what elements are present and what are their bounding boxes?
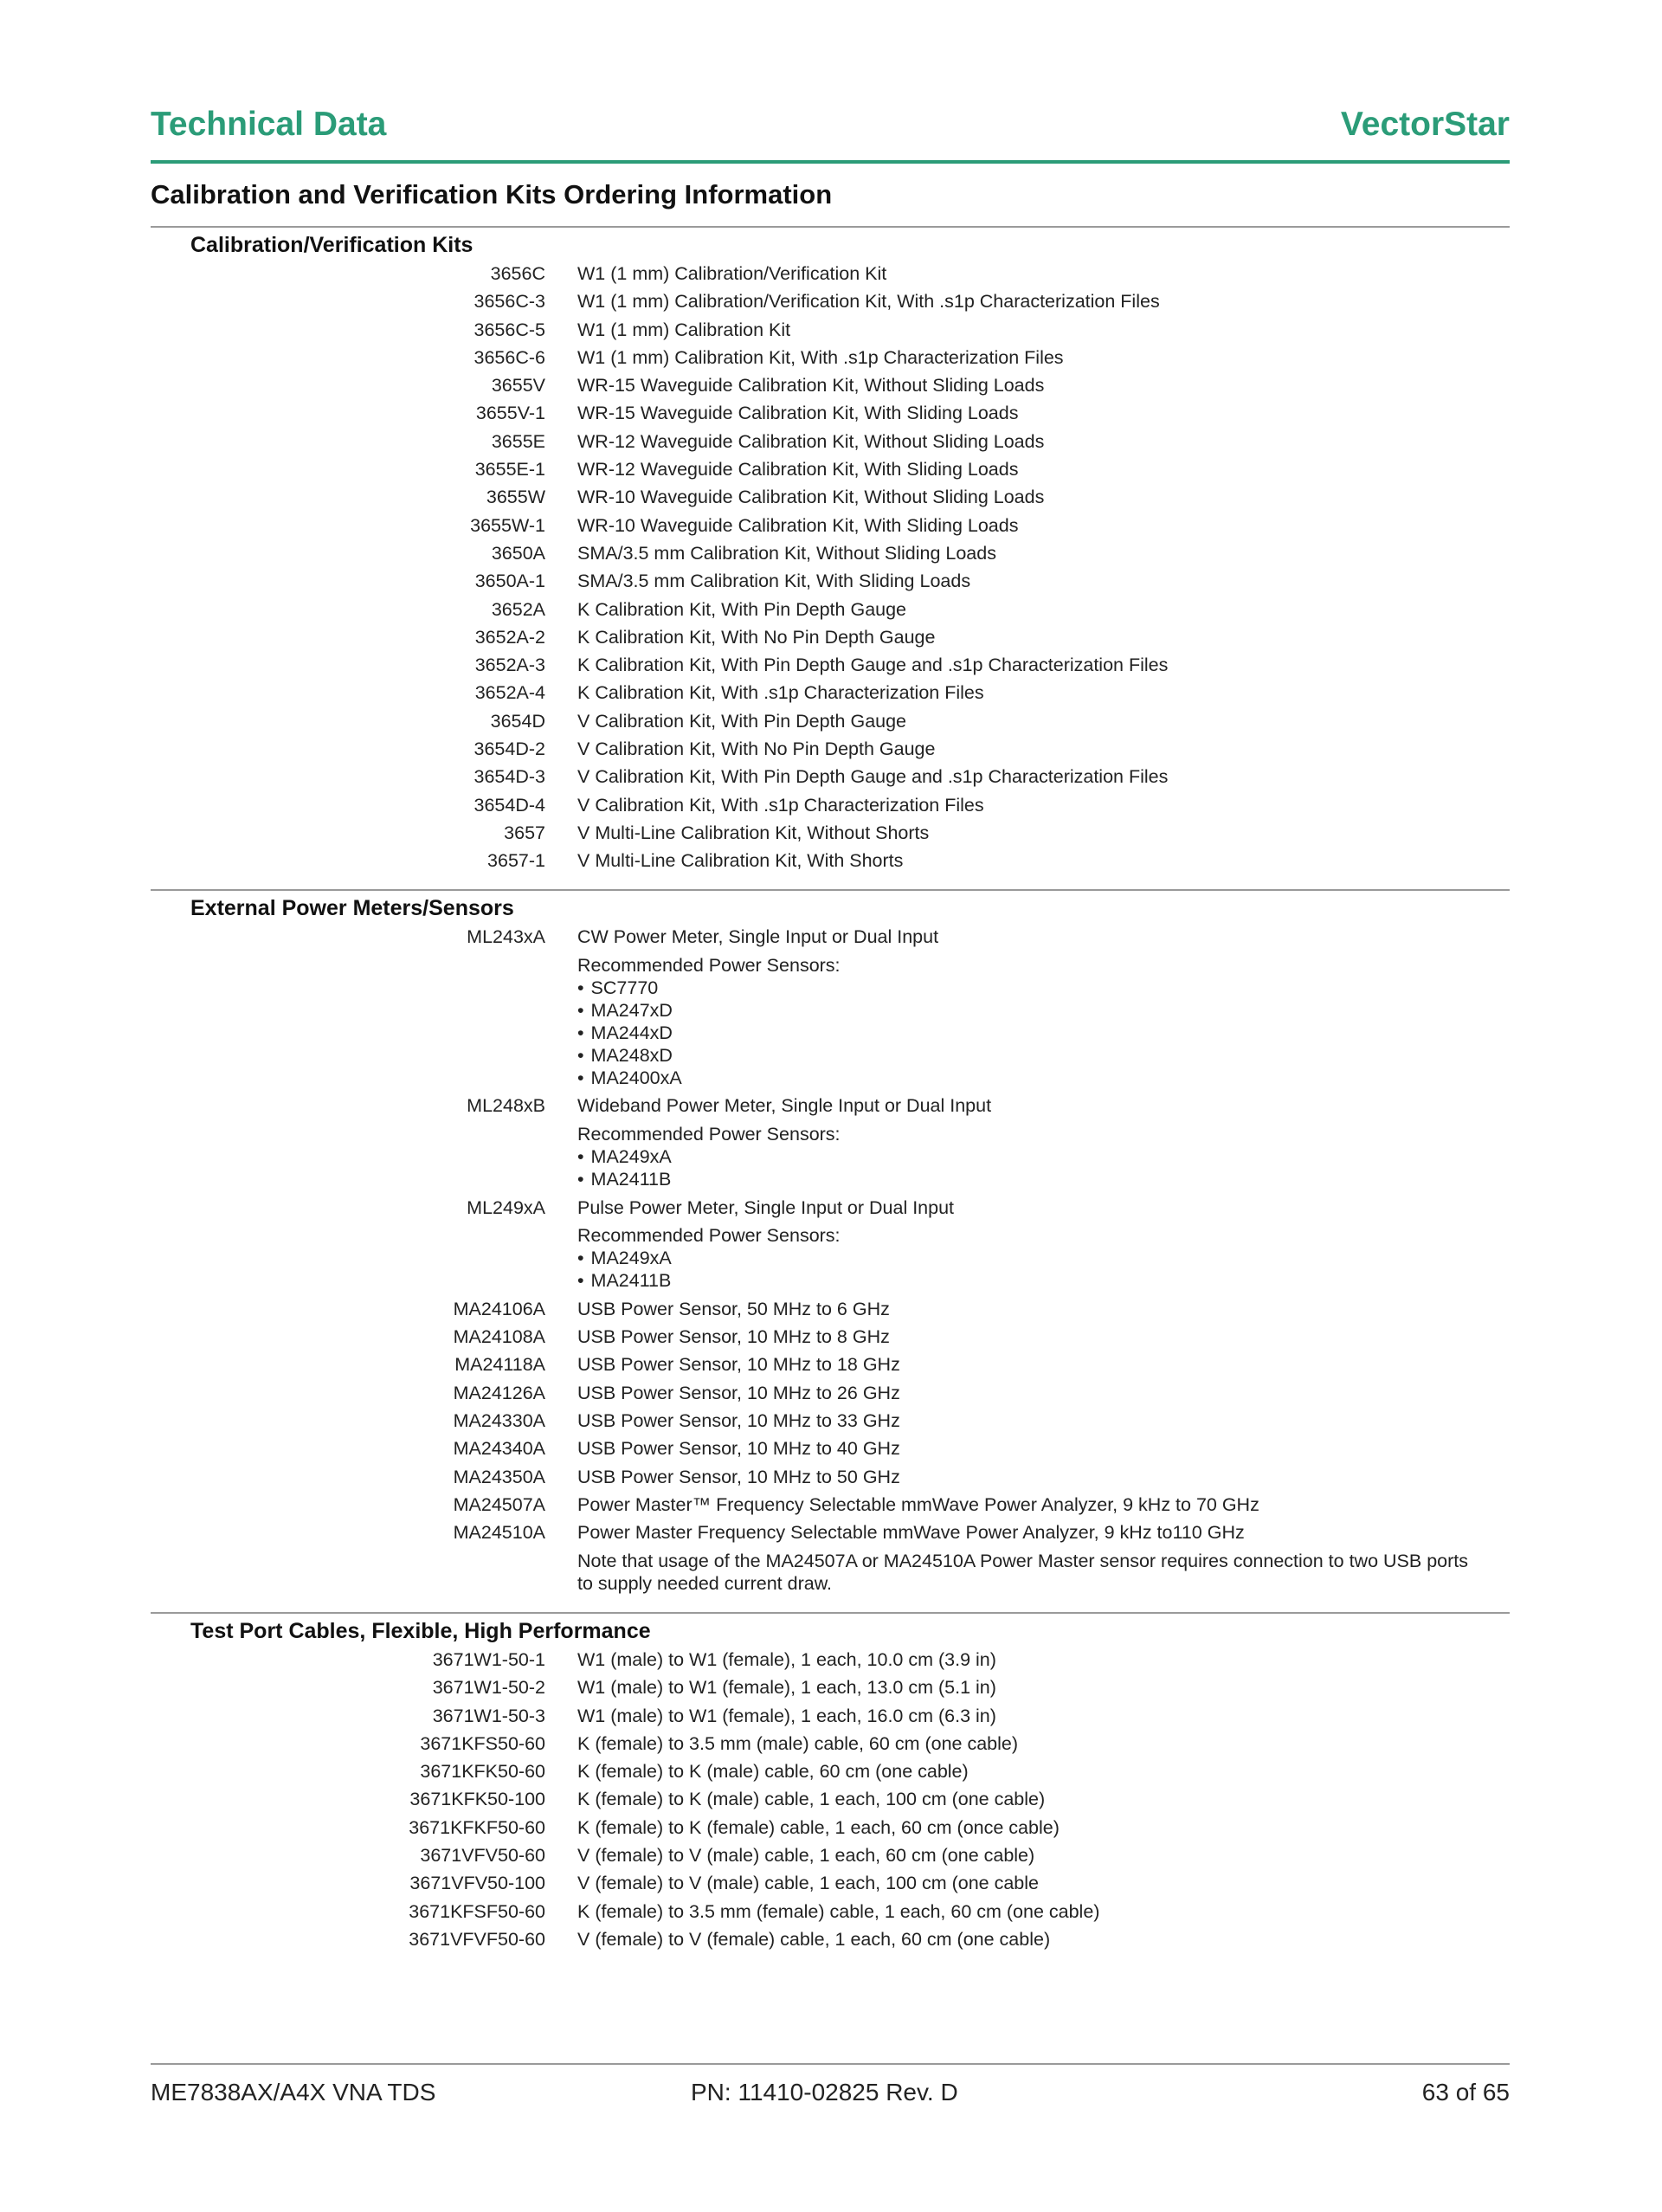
description-cell [577,1730,1018,1757]
ordering-row [151,455,1510,483]
description-cell [577,287,1160,315]
part-number: 3652A-4 [474,682,545,704]
part-number: 3671KFKF50-60 [409,1816,545,1838]
description: SMA/3.5 mm Calibration Kit, With Sliding Loads [577,571,971,592]
description-cell [577,1295,890,1323]
ordering-row [151,483,1510,511]
ordering-row [151,1702,1510,1730]
description: CW Power Meter, Single Input or Dual Input [577,926,939,947]
ordering-row [151,1092,1510,1193]
description: V (female) to V (male) cable, 1 each, 60 cm (one cable) [577,1845,1035,1867]
part-number: ML249xA [467,1196,545,1218]
footer-part-number: PN: 11410-02825 Rev. D [691,2079,958,2106]
description-cell [577,1323,890,1351]
description-cell [577,1519,1468,1597]
recommended-sensors-label: Recommended Power Sensors: [577,954,841,976]
description-cell [577,596,906,623]
recommended-sensor-item: • MA2411B [577,1269,954,1292]
recommended-sensor-item: • MA248xD [577,1044,938,1067]
description-cell [577,344,1064,371]
recommended-sensors-label: Recommended Power Sensors: [577,1225,841,1247]
part-number: 3655V [491,375,545,397]
page-footer [151,2063,1510,2110]
description: K (female) to 3.5 mm (male) cable, 60 cm (one cable) [577,1732,1019,1754]
part-number: 3655W-1 [470,514,545,536]
ordering-row [151,1491,1510,1519]
description: K (female) to 3.5 mm (female) cable, 1 each, 60 cm (one cable) [577,1900,1100,1922]
description-cell [577,651,1168,679]
part-number: 3650A-1 [474,571,545,592]
ordering-row [151,1323,1510,1351]
description-cell [577,455,1018,483]
section-calibration-kits [151,230,1510,875]
description: V Calibration Kit, With Pin Depth Gauge and .s1p Characterization Files [577,766,1169,788]
description-details [577,954,938,1089]
part-number: 3652A [491,598,545,620]
ordering-row [151,567,1510,595]
description: V Calibration Kit, With No Pin Depth Gauge [577,738,936,760]
part-number: MA24108A [453,1326,545,1348]
description: USB Power Sensor, 10 MHz to 33 GHz [577,1410,900,1432]
document-category-title: Technical Data [151,106,387,143]
ordering-row [151,735,1510,763]
description-cell [577,1194,954,1295]
section-title: Test Port Cables, Flexible, High Performance [190,1619,651,1643]
description: USB Power Sensor, 10 MHz to 8 GHz [577,1326,890,1348]
part-number: 3652A-3 [474,655,545,676]
description: WR-10 Waveguide Calibration Kit, With Sliding Loads [577,514,1019,536]
ordering-row [151,847,1510,874]
part-number: 3652A-2 [474,626,545,648]
ordering-row [151,399,1510,427]
description-details [577,1224,954,1292]
part-number: 3657-1 [487,850,545,872]
ordering-row [151,1841,1510,1869]
description: V (female) to V (female) cable, 1 each, 60 cm (one cable) [577,1928,1051,1950]
description: K (female) to K (male) cable, 60 cm (one cable) [577,1761,969,1783]
description: K (female) to K (male) cable, 1 each, 100 cm (one cable) [577,1789,1046,1810]
ordering-row [151,1351,1510,1378]
part-number: 3656C-5 [473,319,545,340]
part-number: MA24350A [453,1466,545,1487]
description: W1 (1 mm) Calibration/Verification Kit [577,263,887,284]
ordering-row [151,1925,1510,1953]
ordering-row [151,1435,1510,1462]
description: WR-15 Waveguide Calibration Kit, With Sliding Loads [577,403,1019,424]
description-cell [577,316,790,344]
description: W1 (1 mm) Calibration Kit [577,319,791,340]
section-divider [151,889,1510,891]
description-cell [577,1898,1099,1925]
ordering-row [151,260,1510,287]
section-power-meters [151,893,1510,1598]
recommended-sensor-item: • MA249xA [577,1247,954,1269]
description-cell [577,1463,900,1491]
description: WR-10 Waveguide Calibration Kit, Without Sliding Loads [577,487,1045,508]
description: V Multi-Line Calibration Kit, With Shorts [577,850,904,872]
ordering-row [151,1869,1510,1897]
part-number: 3654D [490,710,545,732]
description-cell [577,371,1044,399]
description: V Calibration Kit, With .s1p Characterization Files [577,794,984,816]
description: WR-15 Waveguide Calibration Kit, Without Sliding Loads [577,375,1045,397]
ordering-row [151,371,1510,399]
ordering-row [151,344,1510,371]
section-title: External Power Meters/Sensors [190,896,514,920]
description-cell [577,791,984,819]
description-cell [577,1646,996,1674]
section-divider [151,1612,1510,1614]
part-number: 3656C-6 [473,346,545,368]
description: W1 (1 mm) Calibration Kit, With .s1p Characterization Files [577,346,1064,368]
ordering-row [151,1646,1510,1674]
description-cell [577,1379,900,1407]
description-cell [577,483,1044,511]
description: K Calibration Kit, With .s1p Characterization Files [577,682,984,704]
ordering-row [151,819,1510,847]
description: USB Power Sensor, 10 MHz to 50 GHz [577,1466,900,1487]
description: K (female) to K (female) cable, 1 each, 60 cm (once cable) [577,1816,1060,1838]
header-divider [151,160,1510,164]
description-cell [577,1702,996,1730]
description: V Multi-Line Calibration Kit, Without Shorts [577,822,930,843]
recommended-sensor-item: • MA247xD [577,999,938,1022]
description-cell [577,763,1168,790]
ordering-row [151,623,1510,651]
footer-divider [151,2063,1510,2065]
description-cell [577,399,1018,427]
ordering-row [151,1814,1510,1841]
section-divider [151,226,1510,228]
description-cell [577,1407,900,1435]
description-cell [577,1092,991,1193]
part-number: 3655E-1 [474,459,545,480]
description: Wideband Power Meter, Single Input or Dual Input [577,1095,992,1117]
recommended-sensor-item: • MA249xA [577,1145,991,1168]
description: USB Power Sensor, 50 MHz to 6 GHz [577,1298,890,1319]
description: K Calibration Kit, With Pin Depth Gauge [577,598,907,620]
part-number: 3656C [490,263,545,284]
ordering-row [151,1295,1510,1323]
section-title: Calibration/Verification Kits [190,233,473,257]
description-cell [577,539,996,567]
part-number: 3657 [504,822,545,843]
description-cell [577,1785,1045,1813]
part-number: 3654D-4 [473,794,545,816]
description-cell [577,1757,969,1785]
ordering-row [151,651,1510,679]
part-number: 3671W1-50-1 [432,1649,545,1670]
recommended-sensors-label: Recommended Power Sensors: [577,1124,841,1145]
part-number: 3671VFV50-60 [420,1845,545,1867]
part-number: 3671KFK50-100 [409,1789,545,1810]
description-cell [577,1435,900,1462]
description-cell [577,1351,900,1378]
ordering-row [151,1379,1510,1407]
description: K Calibration Kit, With No Pin Depth Gauge [577,626,936,648]
description: Power Master Frequency Selectable mmWave Power Analyzer, 9 kHz to110 GHz [577,1522,1245,1544]
part-number: MA24510A [453,1522,545,1544]
part-number: MA24118A [454,1354,545,1376]
description-cell [577,1841,1034,1869]
part-number: 3656C-3 [473,291,545,313]
part-number: 3650A [491,542,545,564]
recommended-sensor-item: • MA244xD [577,1022,938,1044]
part-number: 3671KFS50-60 [420,1732,545,1754]
description: V Calibration Kit, With Pin Depth Gauge [577,710,907,732]
description: W1 (male) to W1 (female), 1 each, 10.0 cm (3.9 in) [577,1649,996,1670]
part-number: ML248xB [467,1095,545,1117]
product-name: VectorStar [1340,106,1510,143]
description: K Calibration Kit, With Pin Depth Gauge and .s1p Characterization Files [577,655,1169,676]
ordering-row [151,763,1510,790]
description: W1 (male) to W1 (female), 1 each, 13.0 cm (5.1 in) [577,1677,996,1699]
ordering-row [151,1785,1510,1813]
part-number: ML243xA [467,926,545,947]
part-number: MA24106A [453,1298,545,1319]
ordering-row [151,1730,1510,1757]
ordering-row [151,1757,1510,1785]
description: Power Master™ Frequency Selectable mmWave Power Analyzer, 9 kHz to 70 GHz [577,1493,1259,1515]
part-number: MA24330A [453,1410,545,1432]
description-details [577,1123,991,1190]
recommended-sensor-item: • SC7770 [577,977,938,999]
description-cell [577,1925,1050,1953]
description-cell [577,923,938,1092]
part-number: 3671VFVF50-60 [409,1928,545,1950]
ordering-row [151,1194,1510,1295]
description: USB Power Sensor, 10 MHz to 18 GHz [577,1354,900,1376]
part-number: 3655E [491,430,545,452]
ordering-row [151,316,1510,344]
ordering-row [151,596,1510,623]
ordering-row [151,512,1510,539]
ordering-row [151,707,1510,735]
description-cell [577,1869,1039,1897]
ordering-row [151,1898,1510,1925]
ordering-row [151,1463,1510,1491]
note-line: Note that usage of the MA24507A or MA24510A Power Master sensor requires connection to two USB ports [577,1551,1468,1572]
ordering-row [151,1519,1510,1597]
description-cell [577,819,929,847]
part-number: 3671W1-50-2 [432,1677,545,1699]
description-cell [577,623,935,651]
description: V (female) to V (male) cable, 1 each, 100 cm (one cable [577,1873,1039,1894]
description-cell [577,707,906,735]
ordering-row [151,1674,1510,1701]
ordering-row [151,287,1510,315]
description-cell [577,260,886,287]
ordering-row [151,539,1510,567]
part-number: MA24507A [453,1493,545,1515]
page-title: Calibration and Verification Kits Ordering Information [151,179,833,210]
description: WR-12 Waveguide Calibration Kit, With Sliding Loads [577,459,1019,480]
recommended-sensor-item: • MA2400xA [577,1067,938,1089]
footer-document-name: ME7838AX/A4X VNA TDS [151,2079,436,2106]
description: USB Power Sensor, 10 MHz to 26 GHz [577,1382,900,1403]
description: USB Power Sensor, 10 MHz to 40 GHz [577,1438,900,1460]
description-cell [577,1491,1259,1519]
description-details [577,1550,1468,1595]
part-number: 3671VFV50-100 [409,1873,545,1894]
description-cell [577,847,903,874]
description-cell [577,735,935,763]
description-cell [577,1674,996,1701]
ordering-row [151,923,1510,1092]
description: WR-12 Waveguide Calibration Kit, Without Sliding Loads [577,430,1045,452]
ordering-row [151,679,1510,706]
description-cell [577,679,984,706]
part-number: MA24340A [453,1438,545,1460]
description: W1 (1 mm) Calibration/Verification Kit, With .s1p Characterization Files [577,291,1160,313]
description-cell [577,512,1018,539]
part-number: 3654D-2 [473,738,545,760]
ordering-row [151,791,1510,819]
part-number: 3655V-1 [475,403,545,424]
description-cell [577,567,970,595]
ordering-row [151,428,1510,455]
note-line: to supply needed current draw. [577,1573,833,1595]
part-number: 3654D-3 [473,766,545,788]
ordering-row [151,1407,1510,1435]
part-number: MA24126A [453,1382,545,1403]
description-cell [577,428,1044,455]
footer-page-number: 63 of 65 [1421,2079,1510,2106]
section-test-port-cables [151,1616,1510,1953]
description: Pulse Power Meter, Single Input or Dual Input [577,1196,955,1218]
description: SMA/3.5 mm Calibration Kit, Without Sliding Loads [577,542,996,564]
description: W1 (male) to W1 (female), 1 each, 16.0 cm (6.3 in) [577,1705,996,1726]
part-number: 3671KFSF50-60 [409,1900,545,1922]
part-number: 3671W1-50-3 [432,1705,545,1726]
part-number: 3671KFK50-60 [420,1761,545,1783]
description-cell [577,1814,1060,1841]
part-number: 3655W [486,487,545,508]
recommended-sensor-item: • MA2411B [577,1168,991,1190]
